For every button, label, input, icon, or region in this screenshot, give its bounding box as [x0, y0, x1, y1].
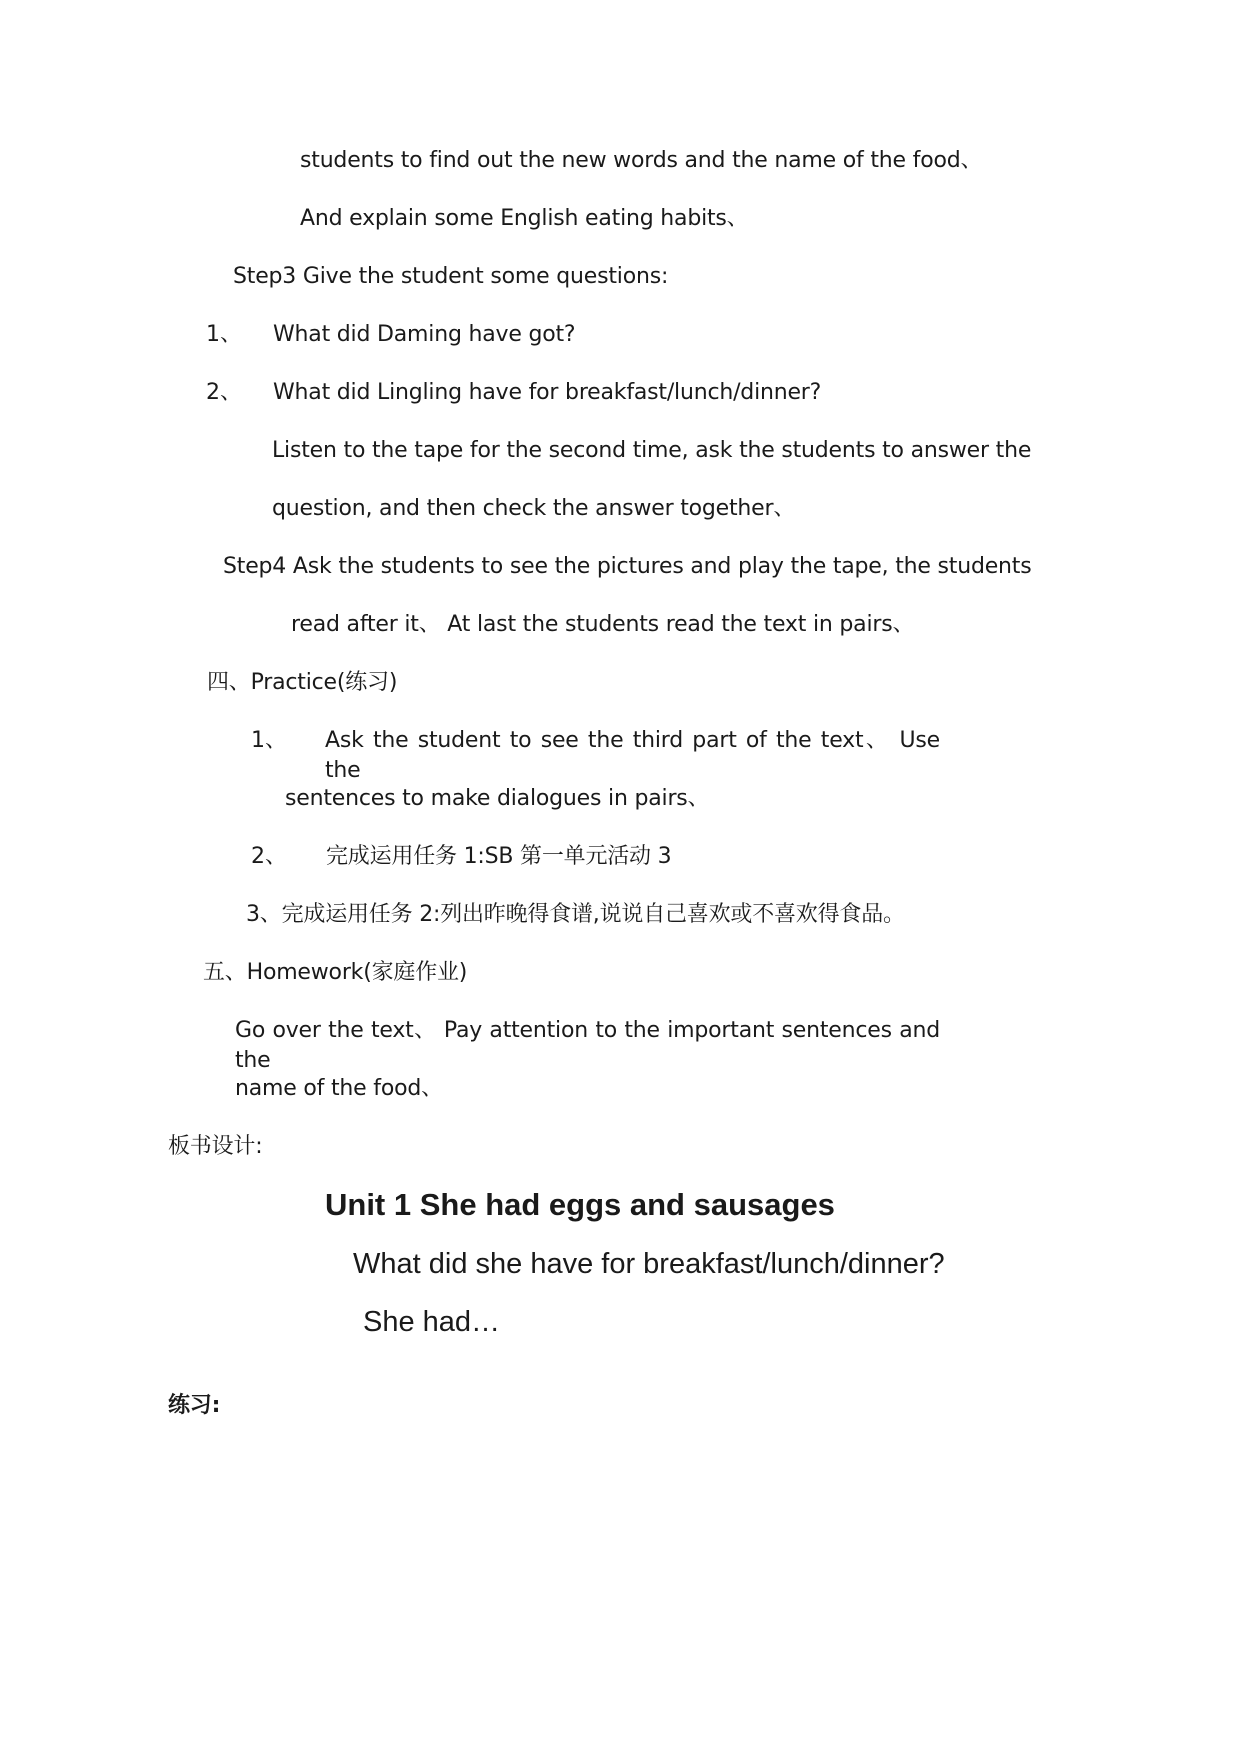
- text-line: sentences to make dialogues in pairs、: [285, 786, 710, 811]
- board-question: What did she have for breakfast/lunch/dinner?: [353, 1248, 945, 1280]
- board-design-label: 板书设计:: [168, 1134, 263, 1159]
- text-line: name of the food、: [235, 1076, 443, 1101]
- text-line: Go over the text、 Pay attention to the important sentences and the: [235, 1018, 940, 1073]
- exercise-label: 练习:: [168, 1393, 221, 1418]
- board-answer: She had…: [363, 1306, 501, 1338]
- text-line: question, and then check the answer together、: [272, 496, 796, 521]
- step4-line: Step4 Ask the students to see the pictures and play the tape, the students: [223, 554, 1032, 579]
- homework-heading: 五、Homework(家庭作业): [203, 960, 468, 985]
- list-number: 1、: [206, 322, 242, 347]
- practice-item: 完成运用任务 1:SB 第一单元活动 3: [326, 844, 672, 869]
- list-number: 2、: [206, 380, 242, 405]
- list-number: 1、: [251, 728, 287, 753]
- question-item: What did Daming have got?: [273, 322, 576, 347]
- practice-item: 3、完成运用任务 2:列出昨晚得食谱,说说自己喜欢或不喜欢得食品。: [246, 902, 905, 927]
- text-line: Listen to the tape for the second time, ask the students to answer the: [272, 438, 1032, 463]
- practice-item: Ask the student to see the third part of the text、 Use the: [325, 728, 940, 783]
- list-number: 2、: [251, 844, 287, 869]
- board-title: Unit 1 She had eggs and sausages: [325, 1187, 835, 1222]
- question-item: What did Lingling have for breakfast/lunch/dinner?: [273, 380, 822, 405]
- practice-heading: 四、Practice(练习): [207, 670, 398, 695]
- text-line: And explain some English eating habits、: [300, 206, 749, 231]
- text-line: read after it、 At last the students read the text in pairs、: [291, 612, 915, 637]
- step3-heading: Step3 Give the student some questions:: [233, 264, 669, 289]
- text-line: students to find out the new words and the name of the food、: [300, 148, 983, 173]
